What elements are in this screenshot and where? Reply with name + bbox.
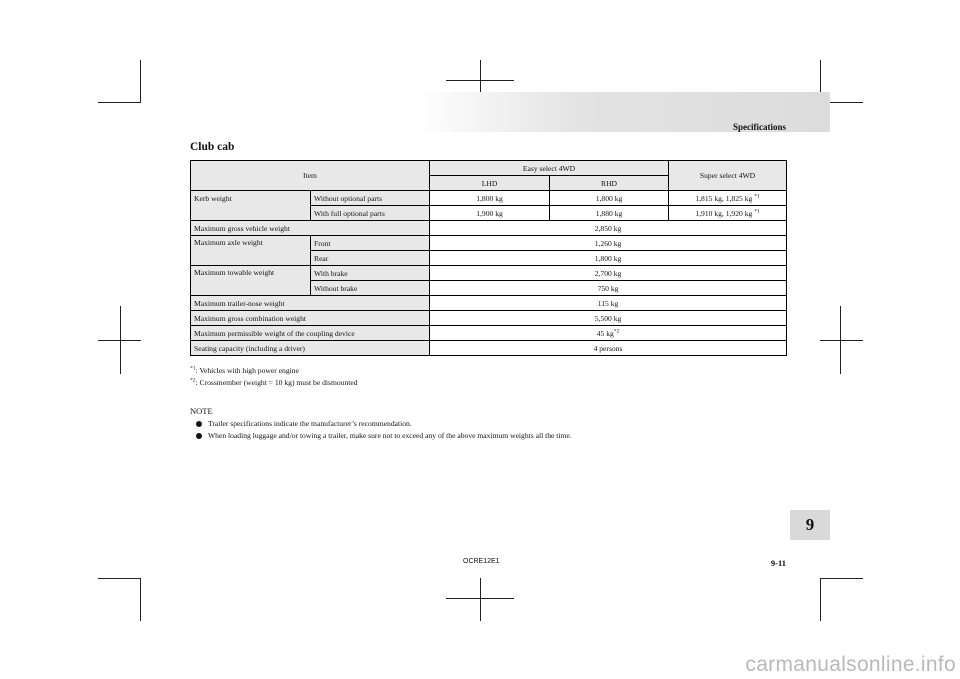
header-super-select: Super select 4WD (669, 161, 787, 191)
footnote-mark: *2 (613, 327, 620, 334)
gcw-value: 5,500 kg (430, 311, 787, 326)
footnote-mark: *1 (754, 207, 760, 214)
axle-label: Maximum axle weight (191, 236, 311, 266)
kerb-super-with-value: 1,910 kg, 1,920 kg (695, 208, 753, 218)
table-row (191, 236, 787, 251)
header-item: Item (191, 161, 430, 191)
tow-with-value: 2,700 kg (430, 266, 787, 281)
table-row (191, 326, 787, 341)
note-item (196, 419, 412, 428)
nose-value: 115 kg (430, 296, 787, 311)
bullet-icon (196, 433, 202, 439)
table-row (191, 341, 787, 356)
table-row (191, 161, 787, 176)
gcw-label: Maximum gross combination weight (191, 311, 430, 326)
axle-front-value: 1,260 kg (430, 236, 787, 251)
seating-value: 4 persons (430, 341, 787, 356)
footnote-mark: *1 (190, 365, 196, 372)
table-row (191, 206, 787, 221)
footnote-text: : Vehicles with high power engine (195, 366, 299, 375)
kerb-sub-without: Without optional parts (311, 191, 430, 206)
footnote-mark: *1 (754, 192, 760, 199)
nose-label: Maximum trailer-nose weight (191, 296, 430, 311)
page-number: 9-11 (770, 558, 786, 568)
tow-without-brake: Without brake (311, 281, 430, 296)
note-item (196, 431, 572, 440)
header-lhd: LHD (430, 176, 550, 191)
footnote-2 (190, 378, 358, 387)
watermark: carmanualsonline.info (745, 653, 956, 676)
footnote-mark: *2 (190, 377, 196, 384)
seating-label: Seating capacity (including a driver) (191, 341, 430, 356)
axle-front: Front (311, 236, 430, 251)
kerb-lhd-without: 1,800 kg (430, 191, 550, 206)
section-title: Club cab (190, 141, 235, 153)
doc-code: OCRE12E1 (463, 558, 500, 565)
table-row (191, 191, 787, 206)
axle-rear-value: 1,800 kg (430, 251, 787, 266)
kerb-sub-with: With full optional parts (311, 206, 430, 221)
header-easy-select: Easy select 4WD (430, 161, 669, 176)
kerb-super-with (669, 206, 787, 221)
kerb-lhd-with: 1,900 kg (430, 206, 550, 221)
tow-with-brake: With brake (311, 266, 430, 281)
header-rhd: RHD (550, 176, 669, 191)
coupling-label: Maximum permissible weight of the coupling device (191, 326, 430, 341)
note-heading: NOTE (190, 406, 213, 416)
chapter-tab: 9 (790, 510, 830, 540)
table-row (191, 266, 787, 281)
coupling-value: 45 kg (596, 328, 614, 338)
note-item-text: When loading luggage and/or towing a trailer, make sure not to exceed any of the above maximum weights all the time. (208, 431, 572, 440)
table-row (191, 311, 787, 326)
tow-label: Maximum towable weight (191, 266, 311, 296)
kerb-rhd-without: 1,800 kg (550, 191, 669, 206)
kerb-super-without-value: 1,815 kg, 1,825 kg (695, 193, 753, 203)
table-row (191, 296, 787, 311)
kerb-label-cont (191, 206, 311, 221)
footnote-text: : Crossmember (weight = 10 kg) must be dismounted (195, 378, 358, 387)
axle-rear: Rear (311, 251, 430, 266)
gvw-value: 2,850 kg (430, 221, 787, 236)
header-title: Specifications (733, 122, 786, 132)
bullet-icon (196, 421, 202, 427)
coupling-value-cell (430, 326, 787, 341)
kerb-label: Kerb weight (191, 191, 311, 206)
tow-without-value: 750 kg (430, 281, 787, 296)
gvw-label: Maximum gross vehicle weight (191, 221, 430, 236)
spec-table (190, 160, 787, 356)
footnote-1 (190, 366, 299, 375)
note-item-text: Trailer specifications indicate the manufacturer’s recommendation. (208, 419, 412, 428)
kerb-rhd-with: 1,880 kg (550, 206, 669, 221)
kerb-super-without (669, 191, 787, 206)
table-row (191, 221, 787, 236)
